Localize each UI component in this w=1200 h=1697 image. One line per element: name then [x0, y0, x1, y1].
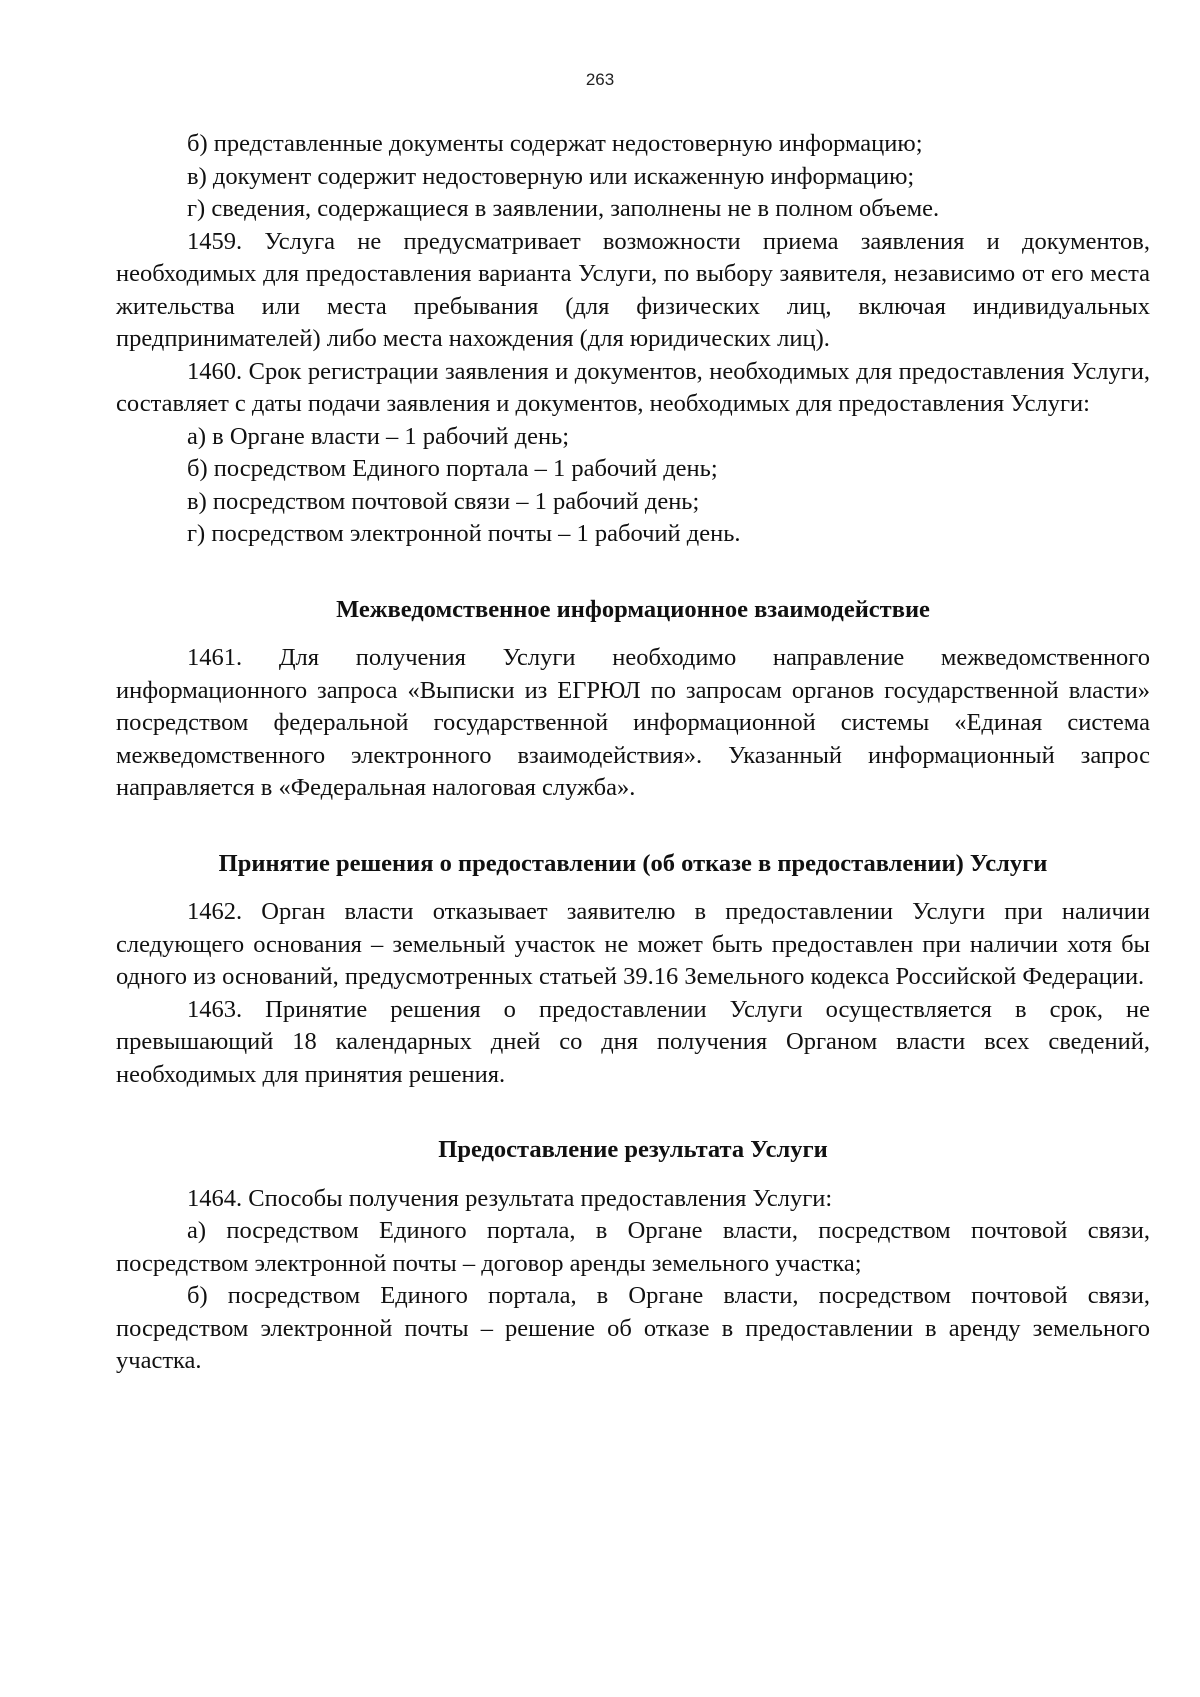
spacer — [116, 805, 1150, 848]
list-item-g: г) сведения, содержащиеся в заявлении, заполнены не в полном объеме. — [187, 195, 940, 222]
section-heading-interagency: Межведомственное информационное взаимодействие — [336, 595, 930, 623]
list-item-v: в) документ содержит недостоверную или искаженную информацию; — [187, 162, 915, 190]
list-item-1464-b: б) посредством Единого портала, в Органе власти, посредством почтовой связи, посредством электронной почты – решение об отказе в предоставлении в аренду земельного участка. — [116, 1282, 1150, 1374]
section-heading-result: Предоставление результата Услуги — [438, 1136, 828, 1163]
list-item-1460-a: а) в Органе власти – 1 рабочий день; — [187, 422, 570, 450]
spacer — [116, 1091, 1150, 1134]
list-item-1460-b: б) посредством Единого портала – 1 рабочий день; — [187, 455, 718, 482]
spacer — [116, 551, 1150, 594]
paragraph-1462: 1462. Орган власти отказывает заявителю в предоставлении Услуги при наличии следующего основания – земельный участок не может быть предоставлен при наличии хотя бы одного из оснований, предусмотренных статьей 39.16 Земельного кодекса Российской Федерации. — [116, 898, 1150, 990]
list-item-1460-v: в) посредством почтовой связи – 1 рабочий день; — [187, 487, 700, 515]
section-heading-decision: Принятие решения о предоставлении (об отказе в предоставлении) Услуги — [218, 849, 1048, 877]
page-number: 263 — [585, 70, 615, 89]
spacer — [116, 626, 1150, 642]
list-item-1460-g: г) посредством электронной почты – 1 рабочий день. — [187, 520, 741, 547]
list-item-1464-a: а) посредством Единого портала, в Органе власти, посредством почтовой связи, посредством электронной почты – договор аренды земельного участка; — [116, 1217, 1150, 1277]
document-body — [116, 128, 1150, 1378]
paragraph-1461: 1461. Для получения Услуги необходимо направление межведомственного информационного запроса «Выписки из ЕГРЮЛ по запросам органов государственной власти» посредством федеральной государственной информационной системы «Единая система межведомственного электронного взаимодействия». Указанный информационный запрос направляется в «Федеральная налоговая служба». — [116, 644, 1150, 801]
paragraph-1463: 1463. Принятие решения о предоставлении Услуги осуществляется в срок, не превышающий 18 календарных дней со дня получения Органом власти всех сведений, необходимых для принятия решения. — [116, 995, 1150, 1088]
paragraph-1459: 1459. Услуга не предусматривает возможности приема заявления и документов, необходимых для предоставления варианта Услуги, по выбору заявителя, независимо от его места жительства или места пребывания (для физических лиц, включая индивидуальных предпринимателей) либо места нахождения (для юридических лиц). — [116, 227, 1150, 352]
spacer — [116, 1167, 1150, 1183]
paragraph-1464: 1464. Способы получения результата предоставления Услуги: — [187, 1184, 833, 1212]
list-item-b: б) представленные документы содержат недостоверную информацию; — [187, 130, 923, 157]
spacer — [116, 880, 1150, 896]
paragraph-1460: 1460. Срок регистрации заявления и документов, необходимых для предоставления Услуги, составляет с даты подачи заявления и документов, необходимых для предоставления Услуги: — [116, 357, 1150, 417]
